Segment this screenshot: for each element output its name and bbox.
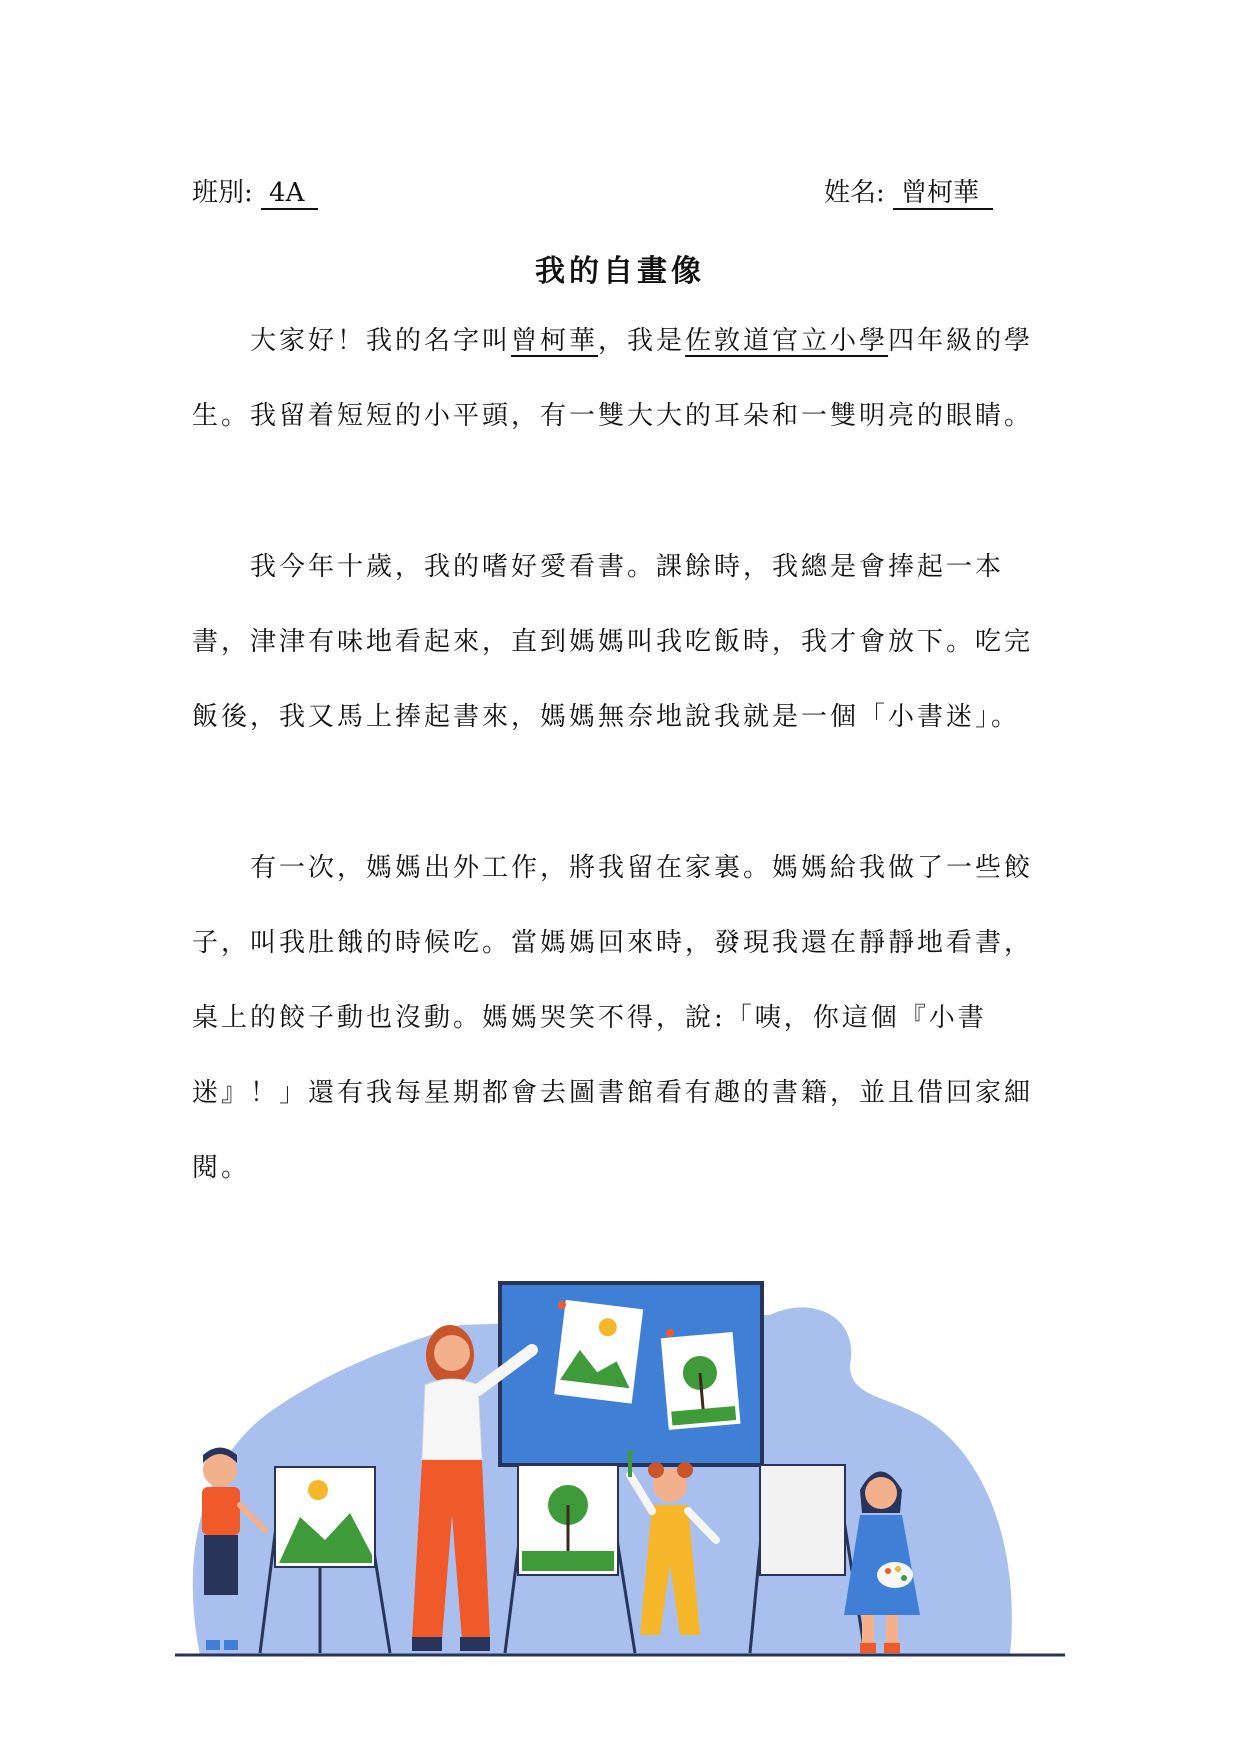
paragraph-story: 有一次，媽媽出外工作，將我留在家裏。媽媽給我做了一些餃子，叫我肚餓的時候吃。當媽媽回來時，發現我還在靜靜地看書，桌上的餃子動也沒動。媽媽哭笑不得，說:「咦，你這個『小書迷』！」還有我每星期都會去圖書館看有趣的書籍，並且借回家細閱。	[192, 853, 1034, 1183]
paragraph-hobby: 我今年十歲，我的嗜好愛看書。課餘時，我總是會捧起一本書，津津有味地看起來，直到媽媽叫我吃飯時，我才會放下。吃完飯後，我又馬上捧起書來，媽媽無奈地說我就是一個「小書迷」。	[192, 552, 1034, 732]
classroom-art-illustration	[160, 1255, 1080, 1675]
class-field	[192, 172, 318, 210]
name-value: 曾柯華	[893, 178, 993, 210]
page-title: 我的自畫像	[535, 254, 705, 289]
board-pin	[558, 1301, 566, 1309]
student-name-underlined: 曾柯華	[511, 326, 599, 356]
name-field	[824, 172, 993, 210]
class-label: 班別:	[192, 178, 253, 208]
school-name-underlined: 佐敦道官立小學	[685, 326, 889, 356]
board-pin	[666, 1329, 674, 1337]
class-value: 4A	[261, 178, 318, 210]
name-label: 姓名:	[824, 178, 885, 208]
paragraph-intro	[192, 304, 1048, 454]
intro-text-1: 大家好！我的名字叫	[250, 326, 512, 356]
bulletin-board	[500, 1283, 762, 1465]
landscape-picture-on-board	[554, 1300, 643, 1404]
intro-text-3: 四年級的學生。我留着短短的小平頭，有一雙大大的耳朵和一雙明亮的眼睛。	[192, 326, 1034, 431]
intro-text-2: ，我是	[598, 326, 686, 356]
tree-picture-on-board	[661, 1332, 741, 1430]
